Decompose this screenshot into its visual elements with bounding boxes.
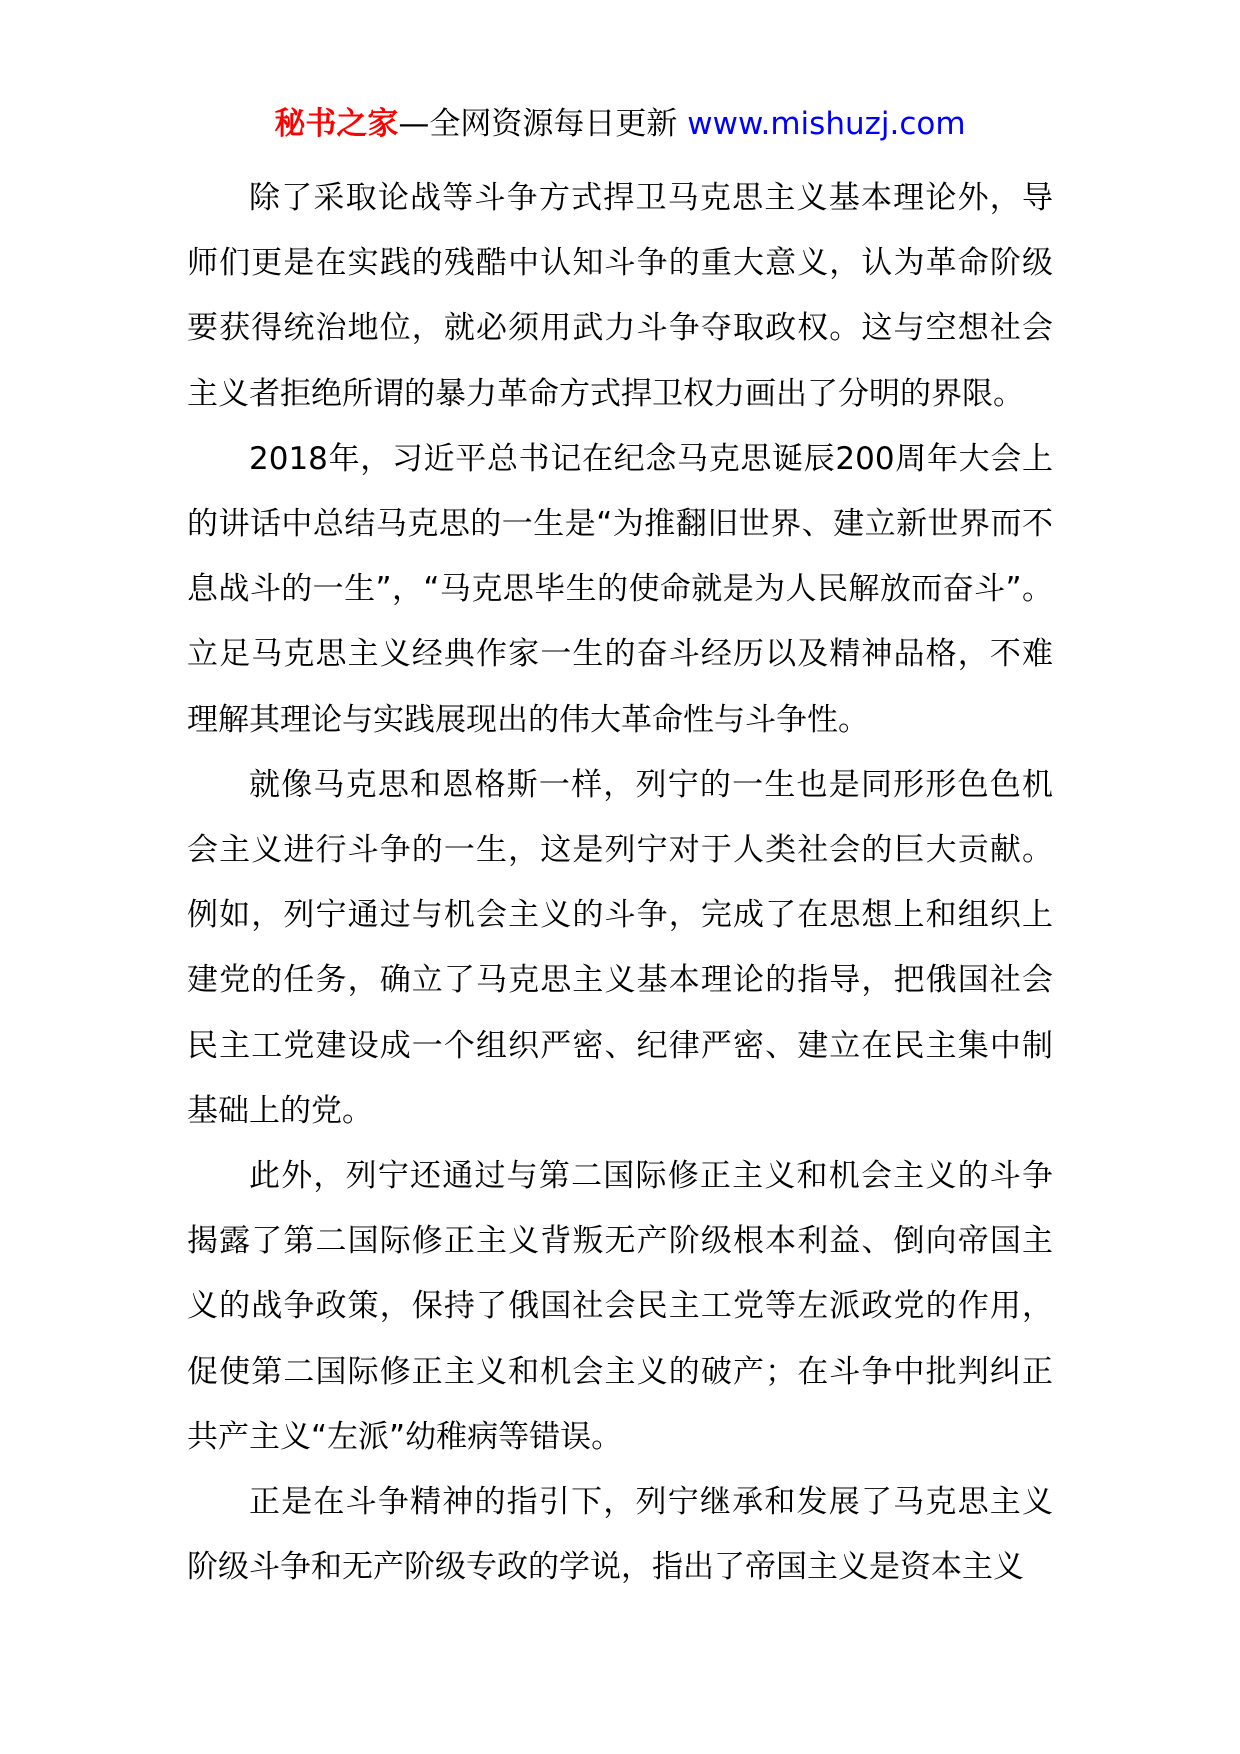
site-brand: 秘书之家	[274, 106, 399, 142]
site-header	[0, 103, 1240, 145]
paragraph: 就像马克思和恩格斯一样，列宁的一生也是同形形色色机会主义进行斗争的一生，这是列宁对于人类社会的巨大贡献。例如，列宁通过与机会主义的斗争，完成了在思想上和组织上建党的任务，确立了马克思主义基本理论的指导，把俄国社会民主工党建设成一个组织严密、纪律严密、建立在民主集中制基础上的党。	[187, 766, 1053, 1129]
paragraph: 除了采取论战等斗争方式捍卫马克思主义基本理论外，导师们更是在实践的残酷中认知斗争的重大意义，认为革命阶级要获得统治地位，就必须用武力斗争夺取政权。这与空想社会主义者拒绝所谓的暴力革命方式捍卫权力画出了分明的界限。	[187, 180, 1053, 412]
site-url-link[interactable]: www.mishuzj.com	[687, 106, 966, 142]
paragraph: 2018年，习近平总书记在纪念马克思诞辰200周年大会上的讲话中总结马克思的一生是“为推翻旧世界、建立新世界而不息战斗的一生”，“马克思毕生的使命就是为人民解放而奋斗”。立足马克思主义经典作家一生的奋斗经历以及精神品格，不难理解其理论与实践展现出的伟大革命性与斗争性。	[187, 440, 1053, 738]
paragraph: 正是在斗争精神的指引下，列宁继承和发展了马克思主义阶级斗争和无产阶级专政的学说，指出了帝国主义是资本主义	[187, 1484, 1053, 1586]
document-body	[187, 166, 1053, 1600]
paragraph: 此外，列宁还通过与第二国际修正主义和机会主义的斗争揭露了第二国际修正主义背叛无产阶级根本利益、倒向帝国主义的战争政策，保持了俄国社会民主工党等左派政党的作用，促使第二国际修正主义和机会主义的破产；在斗争中批判纠正共产主义“左派”幼稚病等错误。	[187, 1158, 1053, 1455]
site-slogan: —全网资源每日更新	[398, 106, 688, 142]
